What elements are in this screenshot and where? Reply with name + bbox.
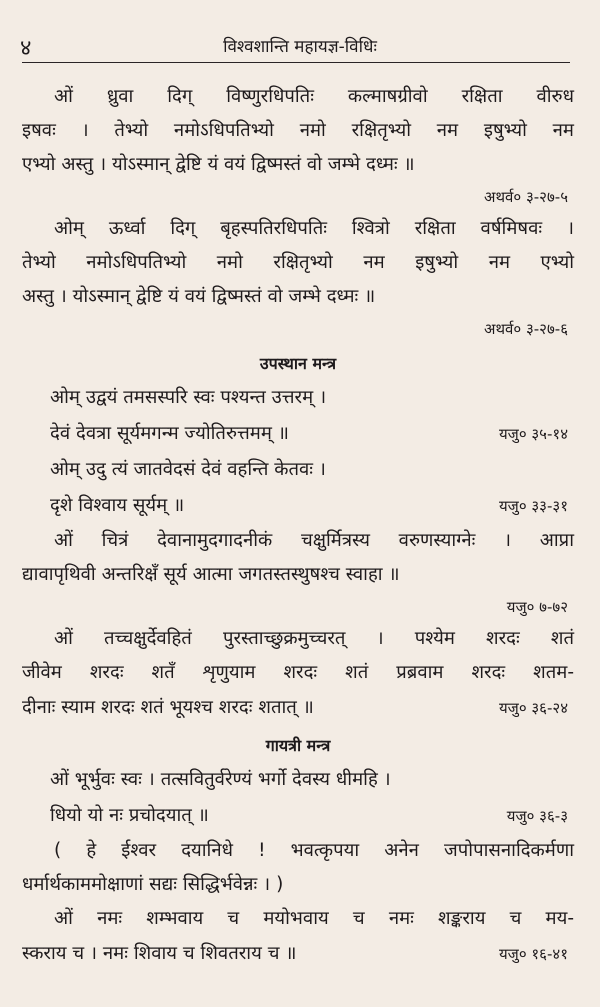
verse-reference: यजु० ३६-२४	[498, 699, 568, 717]
page-body	[22, 80, 574, 972]
verse-line: जीवेम शरदः शतँ शृणुयाम शरदः शतं प्रब्रवाम शरदः शतम-	[22, 662, 574, 683]
header-title: विश्वशान्ति महायज्ञ-विधिः	[223, 37, 377, 57]
section-heading-upasthana: उपस्थान मन्त्र	[259, 354, 337, 373]
section-heading-gayatri: गायत्री मन्त्र	[265, 736, 331, 755]
prayer-paragraph	[22, 834, 574, 902]
verse-reference: अथर्व० ३-२७-६	[484, 320, 568, 338]
header-rule	[22, 62, 570, 63]
verse-reference: यजु० ३३-३१	[498, 497, 568, 515]
verse-line: दीनाः स्याम शरदः शतं भूयश्च शरदः शतात् ॥	[22, 697, 314, 718]
running-header	[0, 30, 600, 64]
verse-reference: अथर्व० ३-२७-५	[484, 188, 568, 206]
verse-line: द्यावापृथिवी अन्तरिक्षँ सूर्य आत्मा जगतस्तस्थुषश्च स्वाहा ॥	[22, 564, 400, 585]
mantra-tacchakshu	[22, 622, 574, 726]
verse-line: ओं तच्चक्षुर्देवहितं पुरस्ताच्छुक्रमुच्चरत् । पश्येम शरदः शतं	[54, 628, 574, 649]
verse-reference: यजु० ३५-१४	[498, 425, 568, 443]
verse-line: इषवः । तेभ्यो नमोऽधिपतिभ्यो नमो रक्षितृभ्यो नम इषुभ्यो नम	[22, 120, 574, 141]
verse-line: ओम् उदु त्यं जातवेदसं देवं वहन्ति केतवः ।	[50, 459, 326, 480]
mantra-stanza-1	[22, 80, 574, 212]
verse-line: देवं देवत्रा सूर्यमगन्म ज्योतिरुत्तमम् ॥	[50, 423, 289, 444]
verse-row	[22, 936, 574, 972]
verse-line: ओं भूर्भुवः स्वः । तत्सवितुर्वरेण्यं भर्गो देवस्य धीमहि ।	[50, 769, 391, 790]
verse-line: अस्तु । योऽस्मान् द्वेष्टि यं वयं द्विष्मस्तं वो जम्भे दध्मः ॥	[22, 286, 376, 307]
mantra-chitram	[22, 524, 574, 622]
verse-row	[22, 380, 574, 416]
verse-line: ओं ध्रुवा दिग् विष्णुरधिपतिः कल्माषग्रीवो रक्षिता वीरुध	[54, 86, 574, 107]
verse-row	[22, 690, 574, 726]
prayer-line: धर्मार्थकाममोक्षाणां सद्यः सिद्धिर्भवेन्नः । )	[22, 874, 284, 895]
verse-line: ओं चित्रं देवानामुदगादनीकं चक्षुर्मित्रस्य वरुणस्याग्नेः । आप्रा	[54, 530, 574, 551]
verse-row	[22, 798, 574, 834]
verse-reference: यजु० १६-४१	[498, 945, 568, 963]
mantra-namah	[22, 902, 574, 972]
verse-row	[22, 762, 574, 798]
verse-row	[22, 416, 574, 452]
verse-row	[22, 488, 574, 524]
verse-line: एभ्यो अस्तु । योऽस्मान् द्वेष्टि यं वयं द्विष्मस्तं वो जम्भे दध्मः ॥	[22, 154, 415, 175]
verse-line: धियो यो नः प्रचोदयात् ॥	[50, 805, 209, 826]
verse-line: ओम् उद्वयं तमसस्परि स्वः पश्यन्त उत्तरम् ।	[50, 387, 327, 408]
verse-line: ओं नमः शम्भवाय च मयोभवाय च नमः शङ्कराय च मय-	[54, 908, 574, 929]
verse-line: तेभ्यो नमोऽधिपतिभ्यो नमो रक्षितृभ्यो नम इषुभ्यो नम एभ्यो	[22, 252, 574, 273]
page-number: ४	[20, 36, 32, 61]
verse-row	[22, 452, 574, 488]
verse-line: स्कराय च । नमः शिवाय च शिवतराय च ॥	[22, 943, 297, 964]
mantra-stanza-2	[22, 212, 574, 344]
verse-reference: यजु० ३६-३	[506, 807, 568, 825]
verse-line: दृशे विश्वाय सूर्यम् ॥	[50, 495, 185, 516]
verse-reference: यजु० ७-७२	[506, 598, 568, 616]
verse-line: ओम् ऊर्ध्वा दिग् बृहस्पतिरधिपतिः श्वित्रो रक्षिता वर्षमिषवः ।	[54, 218, 574, 239]
prayer-line: ( हे ईश्वर दयानिधे ! भवत्कृपया अनेन जपोपासनादिकर्मणा	[54, 840, 574, 861]
